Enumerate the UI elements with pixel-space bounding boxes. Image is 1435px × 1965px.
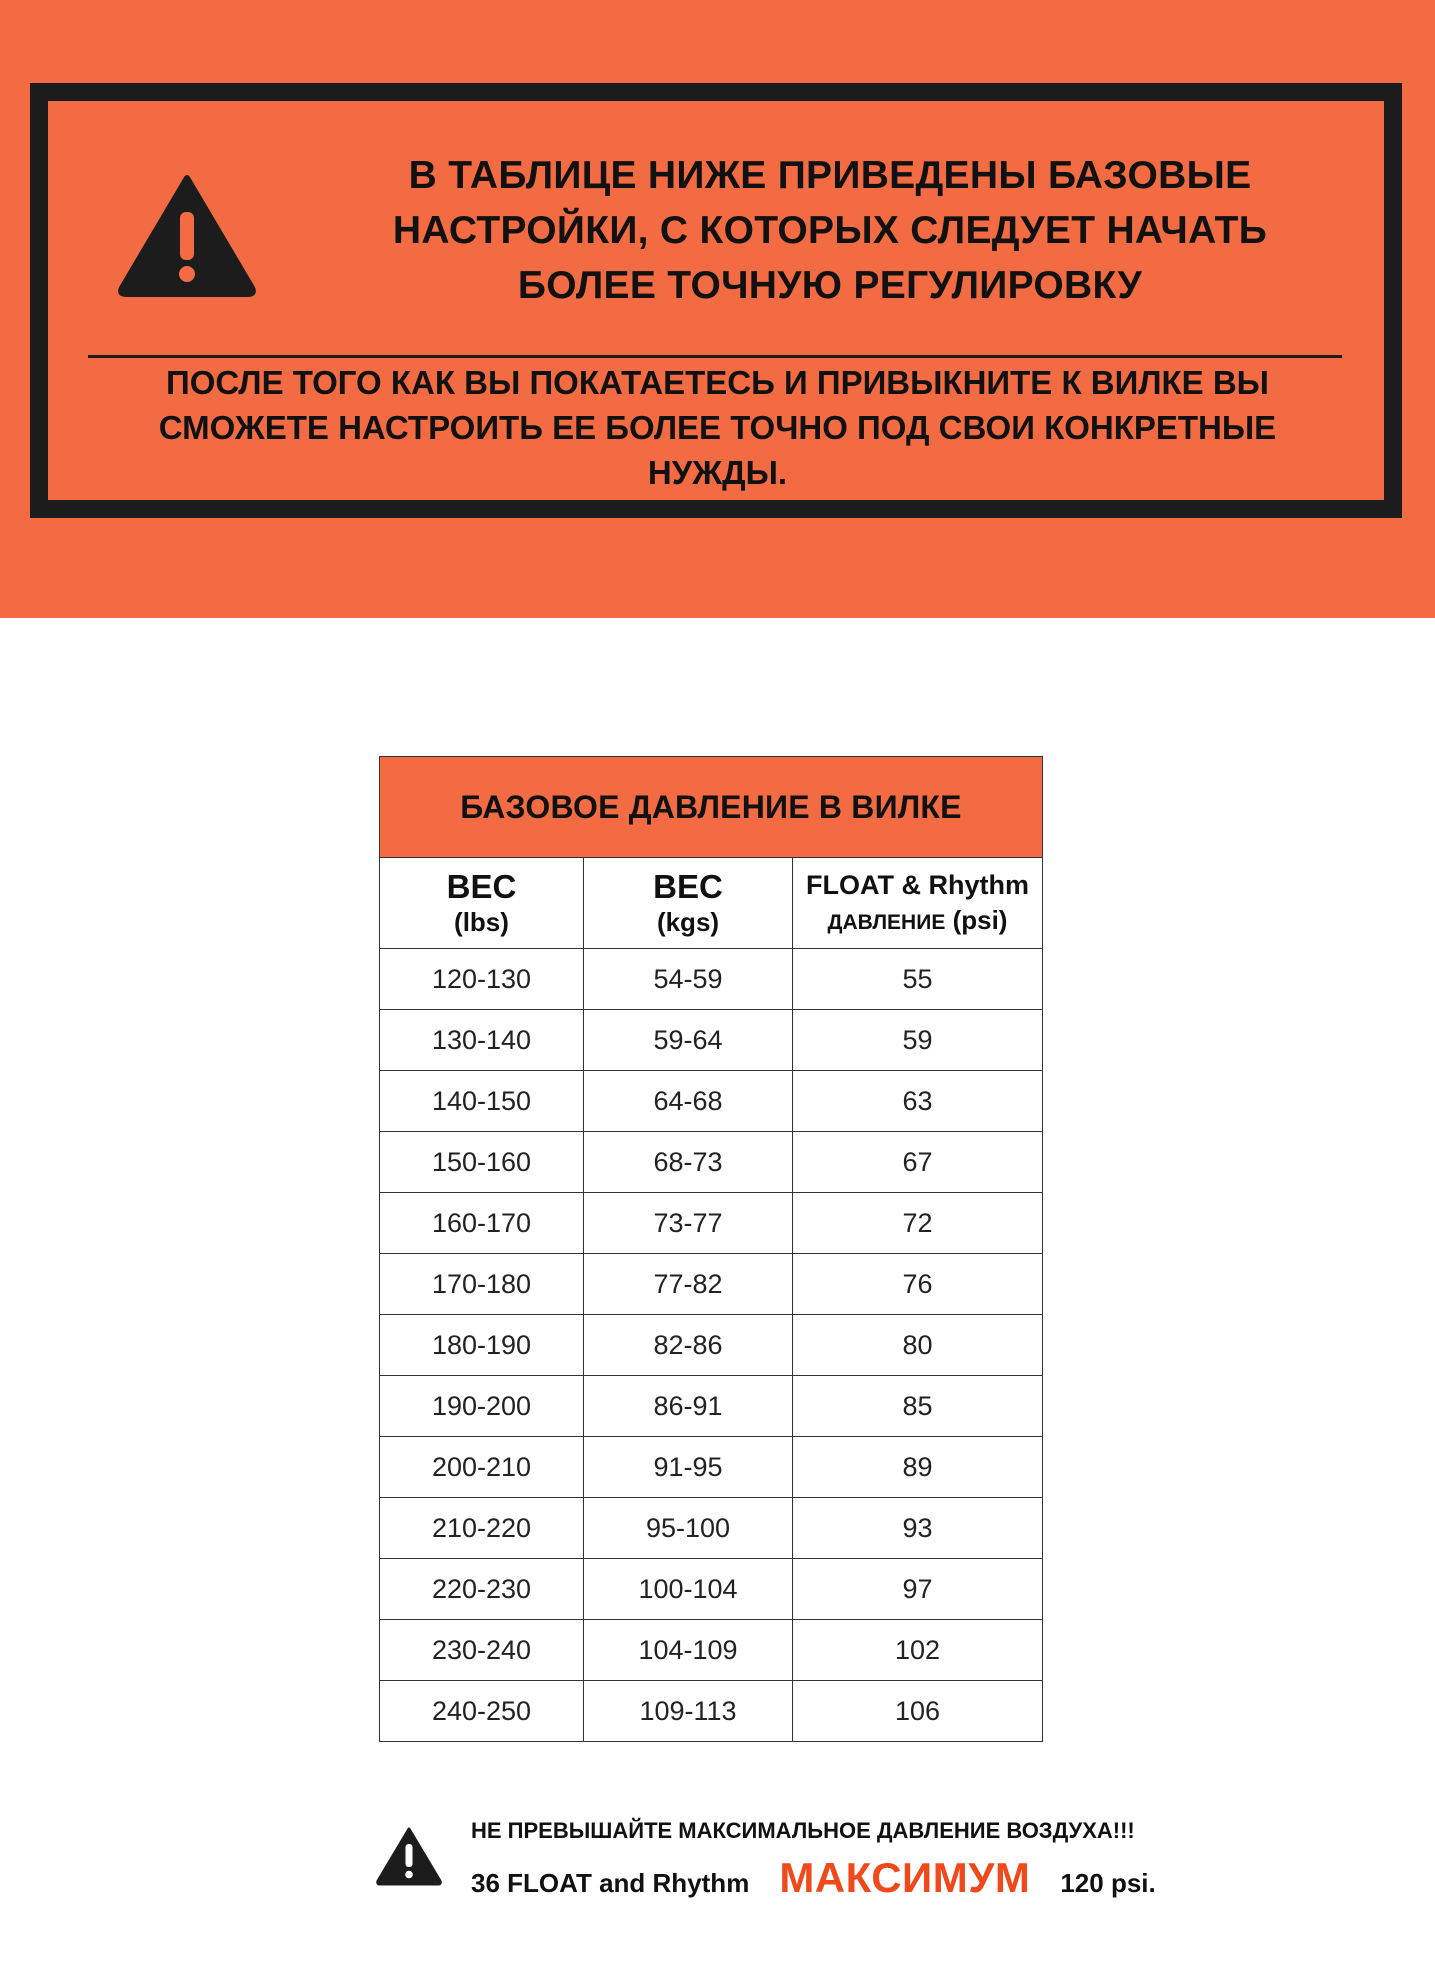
table-row <box>380 1620 1042 1681</box>
table-row <box>380 1681 1042 1741</box>
table-cell: 102 <box>894 1634 941 1665</box>
table-cell: 64-68 <box>584 1071 793 1131</box>
table-cell: 170-180 <box>380 1254 584 1314</box>
column-header-unit: (lbs) <box>454 907 509 937</box>
table-cell: 85 <box>902 1390 933 1421</box>
table-cell: 120-130 <box>380 949 584 1009</box>
table-cell: 200-210 <box>380 1437 584 1497</box>
table-cell: 59 <box>902 1024 933 1055</box>
table-cell: 106 <box>894 1695 941 1726</box>
column-header-kgs <box>584 858 793 948</box>
table-cell: 220-230 <box>380 1559 584 1619</box>
table-cell: 140-150 <box>380 1071 584 1131</box>
footer-max-line <box>471 1854 1156 1902</box>
heading-line: В ТАБЛИЦЕ НИЖЕ ПРИВЕДЕНЫ БАЗОВЫЕ <box>408 154 1252 197</box>
table-row <box>380 1193 1042 1254</box>
table-row <box>380 1254 1042 1315</box>
table-cell: 100-104 <box>584 1559 793 1619</box>
table-cell: 59-64 <box>584 1010 793 1070</box>
table-cell: 97 <box>902 1573 933 1604</box>
banner-note <box>110 360 1325 495</box>
note-line: СМОЖЕТЕ НАСТРОИТЬ ЕЕ БОЛЕЕ ТОЧНО ПОД СВОИ КОНКРЕТНЫЕ <box>158 409 1277 446</box>
table-cell: 180-190 <box>380 1315 584 1375</box>
banner-heading <box>340 148 1320 313</box>
footer-max-value: 120 psi. <box>1060 1868 1156 1898</box>
note-line: ПОСЛЕ ТОГО КАК ВЫ ПОКАТАЕТЕСЬ И ПРИВЫКНИТЕ К ВИЛКЕ ВЫ <box>166 364 1269 401</box>
table-cell: 89 <box>902 1451 933 1482</box>
table-title: БАЗОВОЕ ДАВЛЕНИЕ В ВИЛКЕ <box>380 757 1042 858</box>
table-cell: 150-160 <box>380 1132 584 1192</box>
table-row <box>380 1437 1042 1498</box>
column-header-lbs <box>380 858 584 948</box>
heading-line: НАСТРОЙКИ, С КОТОРЫХ СЛЕДУЕТ НАЧАТЬ <box>392 209 1268 252</box>
table-cell: 73-77 <box>584 1193 793 1253</box>
column-header-unit: (kgs) <box>656 907 720 937</box>
table-row <box>380 1498 1042 1559</box>
table-row <box>380 1315 1042 1376</box>
table-header-row <box>380 858 1042 949</box>
table-cell: 240-250 <box>380 1681 584 1741</box>
column-header-main: ВЕС <box>446 868 517 905</box>
banner-divider <box>88 355 1342 358</box>
column-header-unit <box>828 903 1008 940</box>
table-cell: 72 <box>902 1207 933 1238</box>
table-cell: 67 <box>902 1146 933 1177</box>
table-row <box>380 1071 1042 1132</box>
warning-triangle-icon <box>116 172 258 298</box>
warning-banner <box>0 0 1435 618</box>
table-cell: 68-73 <box>584 1132 793 1192</box>
table-cell: 63 <box>902 1085 933 1116</box>
table-cell: 55 <box>902 963 933 994</box>
table-cell: 54-59 <box>584 949 793 1009</box>
table-cell: 130-140 <box>380 1010 584 1070</box>
table-cell: 230-240 <box>380 1620 584 1680</box>
table-row <box>380 949 1042 1010</box>
note-line: НУЖДЫ. <box>647 454 788 491</box>
column-header-caption: ДАВЛЕНИЕ <box>827 910 946 934</box>
column-header-main: FLOAT & Rhythm <box>806 869 1029 900</box>
warning-triangle-icon <box>375 1826 443 1886</box>
table-cell: 104-109 <box>584 1620 793 1680</box>
table-cell: 76 <box>902 1268 933 1299</box>
heading-line: БОЛЕЕ ТОЧНУЮ РЕГУЛИРОВКУ <box>517 264 1143 307</box>
table-cell: 86-91 <box>584 1376 793 1436</box>
table-cell: 109-113 <box>584 1681 793 1741</box>
pressure-table <box>379 756 1043 1742</box>
column-header-main: ВЕС <box>653 868 723 905</box>
table-cell: 160-170 <box>380 1193 584 1253</box>
column-header-unit-value: (psi) <box>952 904 1008 935</box>
table-cell: 93 <box>902 1512 933 1543</box>
table-cell: 210-220 <box>380 1498 584 1558</box>
table-row <box>380 1376 1042 1437</box>
footer-max-label: МАКСИМУМ <box>779 1854 1031 1901</box>
table-cell: 190-200 <box>380 1376 584 1436</box>
column-header-psi <box>793 858 1042 948</box>
table-row <box>380 1132 1042 1193</box>
table-cell: 91-95 <box>584 1437 793 1497</box>
table-row <box>380 1559 1042 1620</box>
footer-warning: НЕ ПРЕВЫШАЙТЕ МАКСИМАЛЬНОЕ ДАВЛЕНИЕ ВОЗДУХА!!! <box>471 1818 1135 1843</box>
table-cell: 77-82 <box>584 1254 793 1314</box>
footer-model: 36 FLOAT and Rhythm <box>471 1868 750 1898</box>
table-body <box>380 949 1042 1741</box>
table-cell: 95-100 <box>584 1498 793 1558</box>
table-row <box>380 1010 1042 1071</box>
table-cell: 80 <box>902 1329 933 1360</box>
table-cell: 82-86 <box>584 1315 793 1375</box>
